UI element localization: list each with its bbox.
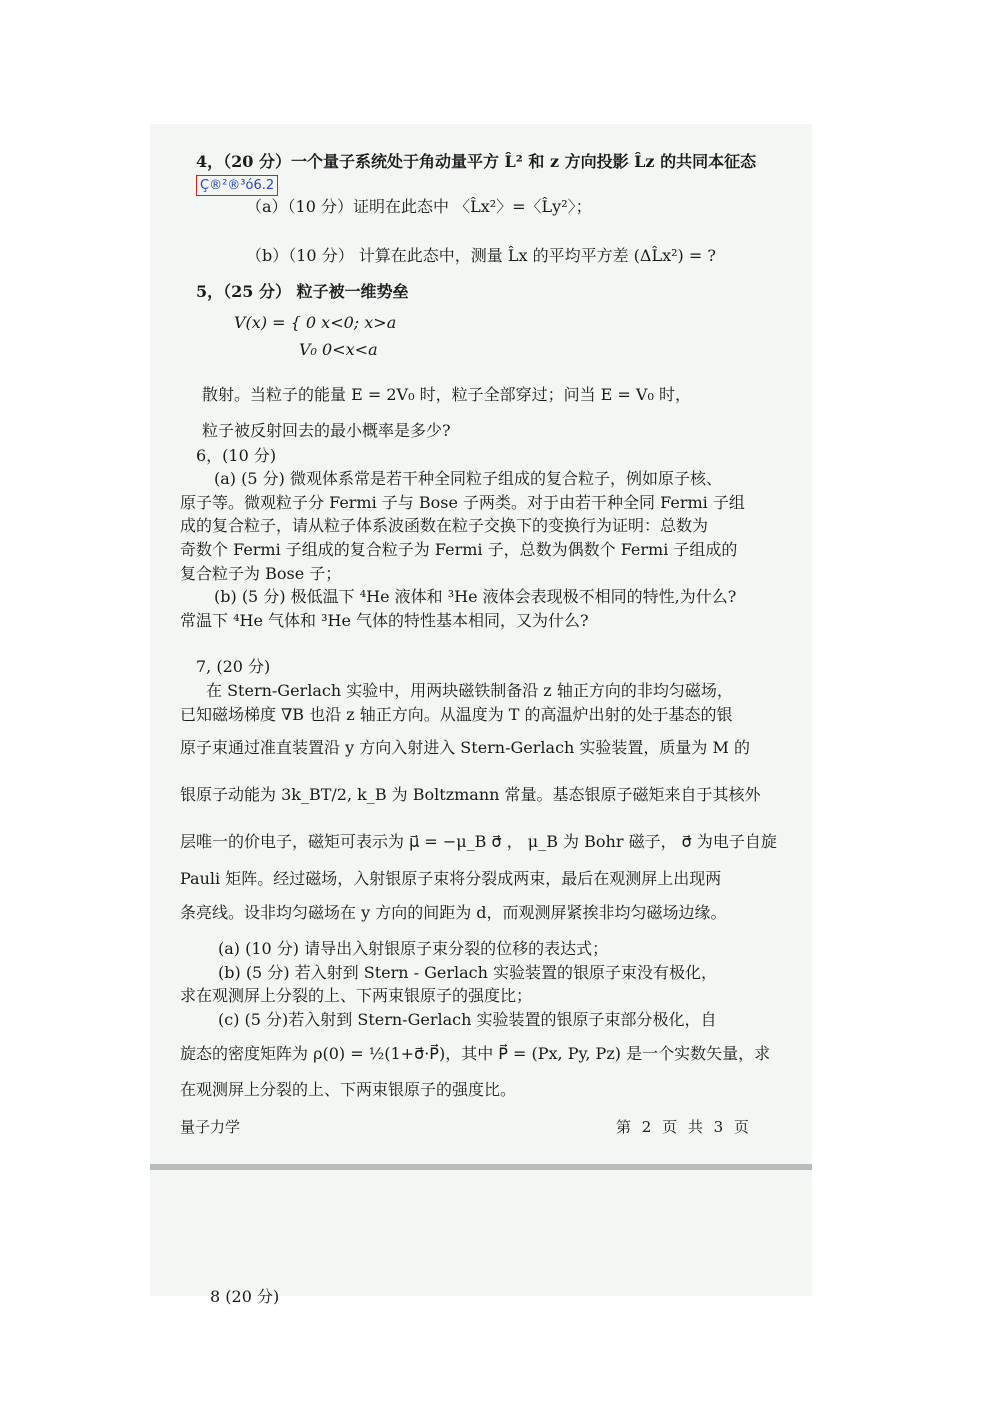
- q7-line-4: 银原子动能为 3k_BT/2, k_B 为 Boltzmann 常量。基态银原子磁矩来自于其核外: [180, 785, 761, 804]
- q7-heading: 7, (20 分): [196, 657, 271, 676]
- q6-line-5: 复合粒子为 Bose 子；: [180, 564, 342, 583]
- q7-part-b: (b) (5 分) 若入射到 Stern - Gerlach 实验装置的银原子束没有极化，: [218, 963, 718, 982]
- q7-part-c-formula: 旋态的密度矩阵为 ρ(0) = ½(1+σ⃗·P⃗)，其中 P⃗ = (Px, Py, Pz) 是一个实数矢量，求: [180, 1044, 771, 1063]
- q7-line-5: 层唯一的价电子，磁矩可表示为 μ⃗ = −μ_B σ⃗ ， μ_B 为 Bohr 磁子， σ⃗ 为电子自旋: [180, 832, 777, 851]
- q7-part-c: (c) (5 分)若入射到 Stern-Gerlach 实验装置的银原子束部分极化，自: [218, 1010, 717, 1029]
- q6-line-3: 成的复合粒子，请从粒子体系波函数在粒子交换下的变换行为证明：总数为: [180, 516, 709, 535]
- q7-line-1: 在 Stern-Gerlach 实验中，用两块磁铁制备沿 z 轴正方向的非均匀磁场，: [206, 681, 733, 700]
- q5-potential-2: V₀ 0<x<a: [299, 340, 378, 359]
- q5-heading: 5，（25 分） 粒子被一维势垒: [196, 282, 409, 301]
- page-separator: [150, 1164, 812, 1170]
- q6-line-4: 奇数个 Fermi 子组成的复合粒子为 Fermi 子，总数为偶数个 Fermi 子组成的: [180, 540, 738, 559]
- q7-part-b-cont: 求在观测屏上分裂的上、下两束银原子的强度比；: [180, 986, 533, 1005]
- q6-line-2: 原子等。微观粒子分 Fermi 子与 Bose 子两类。对于由若干种全同 Fermi 子组: [180, 493, 745, 512]
- q7-part-a: (a) (10 分) 请导出入射银原子束分裂的位移的表达式；: [218, 939, 609, 958]
- q7-part-c-end: 在观测屏上分裂的上、下两束银原子的强度比。: [180, 1080, 517, 1099]
- q7-line-3: 原子束通过准直装置沿 y 方向入射进入 Stern-Gerlach 实验装置，质量为 M 的: [180, 738, 750, 757]
- q6-heading: 6，(10 分): [196, 446, 277, 465]
- q5-potential-1: V(x) = { 0 x<0; x>a: [234, 313, 397, 332]
- q7-line-7: 条亮线。设非均匀磁场在 y 方向的间距为 d，而观测屏紧挨非均匀磁场边缘。: [180, 903, 727, 922]
- footer-page-number: 第 2 页 共 3 页: [616, 1118, 749, 1136]
- q7-line-6: Pauli 矩阵。经过磁场，入射银原子束将分裂成两束，最后在观测屏上出现两: [180, 869, 722, 888]
- q5-text-2: 粒子被反射回去的最小概率是多少?: [202, 421, 451, 440]
- annotation-box[interactable]: Ç®²®³ó6.2: [196, 175, 278, 196]
- q4-part-b: （b）（10 分） 计算在此态中，测量 L̂x 的平均平方差 (ΔL̂x²) = ?: [246, 246, 716, 265]
- q6-line-1: (a) (5 分) 微观体系常是若干种全同粒子组成的复合粒子，例如原子核、: [214, 469, 722, 488]
- q4-part-a: （a）（10 分）证明在此态中 〈L̂x²〉=〈L̂y²〉；: [246, 197, 592, 216]
- next-page-fragment: 8 (20 分): [210, 1287, 280, 1306]
- q5-text-1: 散射。当粒子的能量 E = 2V₀ 时，粒子全部穿过；问当 E = V₀ 时，: [202, 385, 691, 404]
- q4-heading: 4，（20 分）一个量子系统处于角动量平方 L̂² 和 z 方向投影 L̂z 的共同本征态: [196, 152, 757, 171]
- q6-line-7: 常温下 ⁴He 气体和 ³He 气体的特性基本相同，又为什么?: [180, 611, 589, 630]
- q6-line-6: (b) (5 分) 极低温下 ⁴He 液体和 ³He 液体会表现极不相同的特性,为什么?: [214, 587, 737, 606]
- footer-subject: 量子力学: [180, 1118, 241, 1136]
- q7-line-2: 已知磁场梯度 ∇B 也沿 z 轴正方向。从温度为 T 的高温炉出射的处于基态的银: [180, 705, 733, 724]
